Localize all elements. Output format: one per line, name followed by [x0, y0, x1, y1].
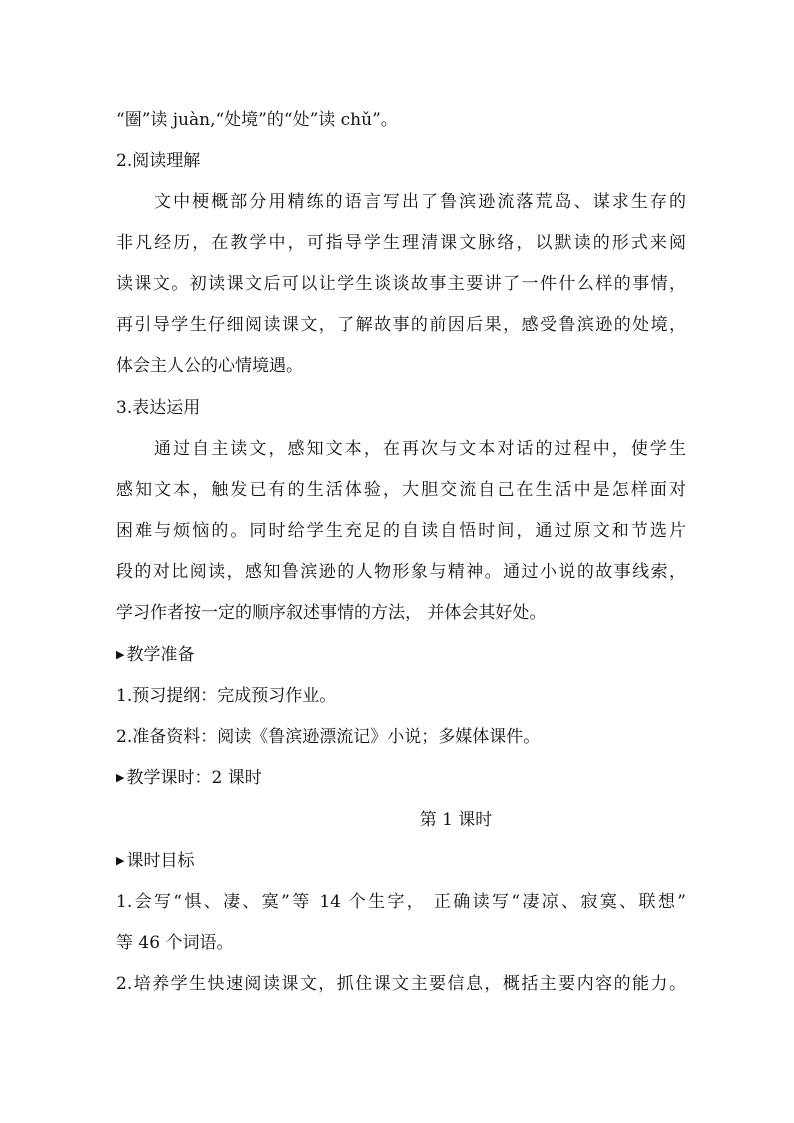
- paragraph-line: 读课文。初读课文后可以让学生谈谈故事主要讲了一件什么样的事情，: [116, 274, 686, 294]
- paragraph-line: 段的对比阅读，感知鲁滨逊的人物形象与精神。通过小说的故事线索，: [116, 562, 686, 582]
- list-item: 1.会写“惧、凄、寞”等 14 个生字， 正确读写“凄凉、寂寞、联想”: [116, 892, 686, 912]
- paragraph-line: 学习作者按一定的顺序叙述事情的方法， 并体会其好处。: [116, 603, 547, 623]
- paragraph-line: 困难与烦恼的。同时给学生充足的自读自悟时间，通过原文和节选片: [116, 521, 686, 541]
- heading-teaching-preparation: [116, 643, 686, 667]
- heading-text: 教学课时：2 课时: [126, 768, 262, 788]
- heading-lesson-goals: [116, 849, 686, 873]
- section-heading-reading: 2.阅读理解: [116, 151, 201, 171]
- list-item: 1.预习提纲：完成预习作业。: [116, 686, 337, 706]
- bullet-marker-icon: ▶: [116, 854, 125, 867]
- paragraph-line: 感知文本，触发已有的生活体验，大胆交流自己在生活中是怎样面对: [116, 480, 686, 500]
- list-item: 2.培养学生快速阅读课文，抓住课文主要信息，概括主要内容的能力。: [116, 974, 686, 994]
- paragraph-line: 再引导学生仔细阅读课文，了解故事的前因后果，感受鲁滨逊的处境，: [116, 315, 686, 335]
- paragraph-line: 文中梗概部分用精练的语言写出了鲁滨逊流落荒岛、谋求生存的: [154, 192, 686, 212]
- bullet-marker-icon: ▶: [116, 771, 125, 784]
- list-item: 2.准备资料：阅读《鲁滨逊漂流记》小说；多媒体课件。: [116, 727, 541, 747]
- heading-text: 课时目标: [126, 851, 195, 871]
- bullet-marker-icon: ▶: [116, 648, 125, 661]
- lesson-title: 第 1 课时: [419, 810, 493, 830]
- heading-class-hours: [116, 766, 686, 790]
- paragraph-line: 体会主人公的心情境遇。: [116, 356, 303, 376]
- heading-text: 教学准备: [126, 645, 195, 665]
- pronunciation-note: “圈”读 juàn,“处境”的“处”读 chǔ”。: [116, 110, 398, 130]
- paragraph-line: 非凡经历，在教学中，可指导学生理清课文脉络，以默读的形式来阅: [116, 233, 686, 253]
- section-heading-expression: 3.表达运用: [116, 398, 201, 418]
- list-item-continuation: 等 46 个词语。: [116, 933, 234, 953]
- paragraph-line: 通过自主读文，感知文本，在再次与文本对话的过程中，使学生: [154, 439, 686, 459]
